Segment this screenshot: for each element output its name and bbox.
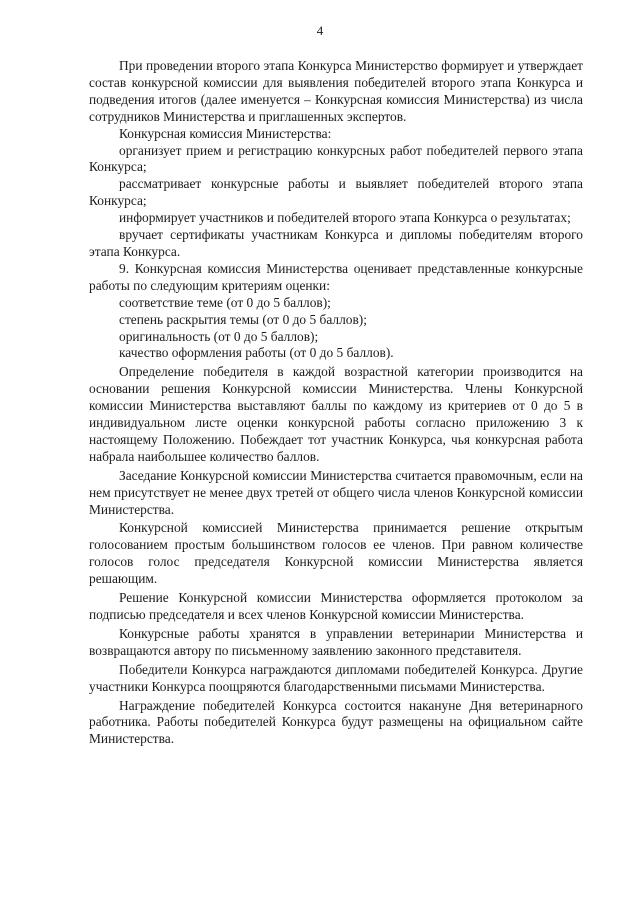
criteria-item: соответствие теме (от 0 до 5 баллов); xyxy=(119,294,331,310)
paragraph-storage: Конкурсные работы хранятся в управлении ветеринарии Министерства и возвращаются автору по письменному заявлению законного представителя. xyxy=(89,625,583,658)
paragraph-winner-determination: Определение победителя в каждой возрастной категории производится на основании решения Конкурсной комиссии Министерства. Члены Конкурсной комиссии Министерства выставляют баллы по каждому из критериев от 0 до 5 в индивидуальном листе оценки конкурсной работы согласно приложению 3 к настоящему Положению. Побеждает тот участник Конкурса, чья конкурсная работа набрала наибольшее количество баллов. xyxy=(89,364,583,464)
page-number: 4 xyxy=(316,23,324,38)
document-body xyxy=(89,58,583,748)
paragraph-commission-heading: Конкурсная комиссия Министерства: xyxy=(119,125,332,141)
paragraph-commission-formation: При проведении второго этапа Конкурса Министерство формирует и утверждает состав конкурсной комиссии для выявления победителей второго этапа Конкурса и подведения итогов (далее именуется – Конкурсная комиссия Министерства) из числа сотрудников Министерства и приглашенных экспертов. xyxy=(89,58,583,124)
paragraph-ceremony: Награждение победителей Конкурса состоится накануне Дня ветеринарного работника. Работы победителей Конкурса будут размещены на официальном сайте Министерства. xyxy=(89,697,583,747)
commission-duty-item: рассматривает конкурсные работы и выявляет победителей второго этапа Конкурса; xyxy=(89,176,583,209)
paragraph-criteria-intro: 9. Конкурсная комиссия Министерства оценивает представленные конкурсные работы по следующим критериям оценки: xyxy=(89,260,583,293)
commission-duty-item: организует прием и регистрацию конкурсных работ победителей первого этапа Конкурса; xyxy=(89,142,583,175)
commission-duty-item: вручает сертификаты участникам Конкурса и дипломы победителям второго этапа Конкурса. xyxy=(89,227,583,259)
paragraph-protocol: Решение Конкурсной комиссии Министерства оформляется протоколом за подписью председателя и всех членов Конкурсной комиссии Министерства. xyxy=(89,590,583,622)
paragraph-quorum: Заседание Конкурсной комиссии Министерства считается правомочным, если на нем присутствует не менее двух третей от общего числа членов Конкурсной комиссии Министерства. xyxy=(89,467,583,517)
criteria-item: оригинальность (от 0 до 5 баллов); xyxy=(119,328,319,344)
criteria-item: степень раскрытия темы (от 0 до 5 баллов); xyxy=(119,311,367,327)
paragraph-voting: Конкурсной комиссией Министерства принимается решение открытым голосованием простым большинством голосов ее членов. При равном количестве голосов голос председателя Конкурсной комиссии Министерства является решающим. xyxy=(89,520,583,587)
criteria-item: качество оформления работы (от 0 до 5 баллов). xyxy=(119,345,394,361)
commission-duty-item: информирует участников и победителей второго этапа Конкурса о результатах; xyxy=(119,210,571,226)
paragraph-awards: Победители Конкурса награждаются дипломами победителей Конкурса. Другие участники Конкурса поощряются благодарственными письмами Министерства. xyxy=(89,661,583,694)
